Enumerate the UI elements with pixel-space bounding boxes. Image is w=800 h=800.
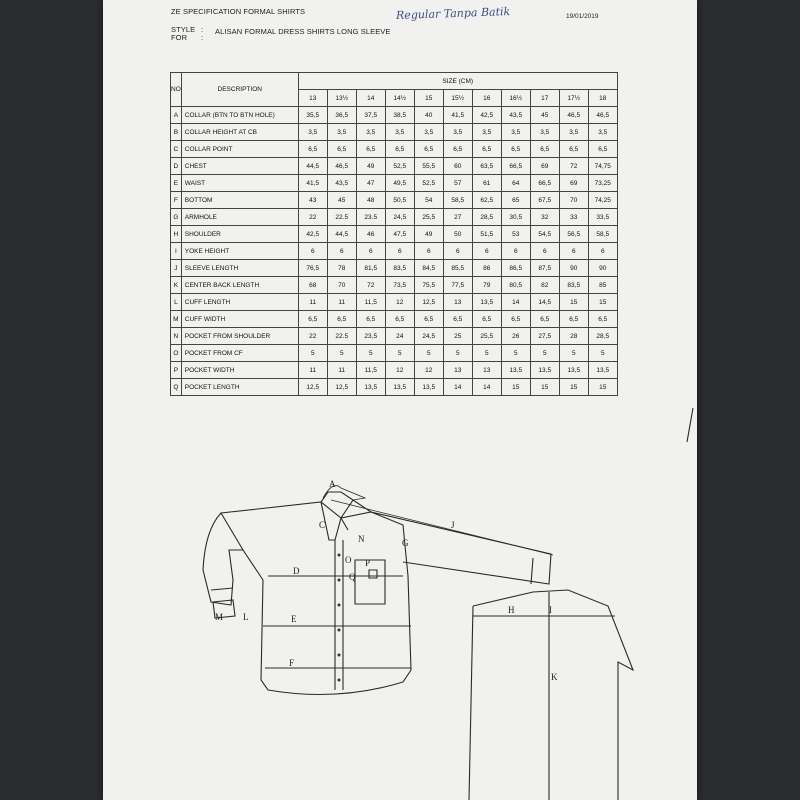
table-cell: 81,5: [356, 260, 385, 277]
row-description: SLEEVE LENGTH: [181, 260, 298, 277]
label-a: A: [329, 479, 336, 489]
table-cell: 73,25: [588, 175, 617, 192]
table-cell: 50,5: [385, 192, 414, 209]
row-description: CHEST: [181, 158, 298, 175]
table-cell: 3,5: [385, 124, 414, 141]
table-cell: 5: [472, 345, 501, 362]
table-cell: 6: [530, 243, 559, 260]
table-cell: 3,5: [530, 124, 559, 141]
table-cell: 58,5: [588, 226, 617, 243]
table-cell: 6,5: [327, 311, 356, 328]
table-cell: 32: [530, 209, 559, 226]
style-label: STYLE: [171, 25, 196, 34]
row-description: COLLAR POINT: [181, 141, 298, 158]
table-row: [171, 328, 618, 345]
table-cell: 6,5: [327, 141, 356, 158]
table-cell: 13,5: [414, 379, 443, 396]
label-q: Q: [349, 572, 356, 582]
table-row: [171, 362, 618, 379]
table-row: [171, 124, 618, 141]
row-description: POCKET LENGTH: [181, 379, 298, 396]
table-cell: 14: [501, 294, 530, 311]
table-cell: 6,5: [530, 141, 559, 158]
table-cell: 6: [501, 243, 530, 260]
table-cell: 49: [356, 158, 385, 175]
table-cell: 6: [298, 243, 327, 260]
table-cell: 78: [327, 260, 356, 277]
table-cell: 28,5: [588, 328, 617, 345]
table-row: [171, 141, 618, 158]
table-cell: 12: [414, 362, 443, 379]
sleeve-length-line: [331, 500, 553, 555]
table-cell: 47: [356, 175, 385, 192]
table-cell: 37,5: [356, 107, 385, 124]
table-cell: 28: [559, 328, 588, 345]
table-cell: 13,5: [588, 362, 617, 379]
table-cell: 15: [501, 379, 530, 396]
table-cell: 13: [472, 362, 501, 379]
row-description: POCKET WIDTH: [181, 362, 298, 379]
table-cell: 70: [559, 192, 588, 209]
table-row: [171, 277, 618, 294]
table-cell: 6,5: [356, 311, 385, 328]
table-cell: 6: [327, 243, 356, 260]
table-cell: 11,5: [356, 294, 385, 311]
table-cell: 5: [298, 345, 327, 362]
table-cell: 46,5: [327, 158, 356, 175]
table-cell: 6,5: [501, 311, 530, 328]
row-description: COLLAR (BTN TO BTN HOLE): [181, 107, 298, 124]
table-cell: 25,5: [414, 209, 443, 226]
table-cell: 33,5: [588, 209, 617, 226]
table-cell: 15: [588, 379, 617, 396]
table-cell: 50: [443, 226, 472, 243]
table-row: [171, 243, 618, 260]
row-no: K: [171, 277, 182, 294]
table-cell: 5: [530, 345, 559, 362]
row-no: L: [171, 294, 182, 311]
label-i: I: [549, 605, 552, 615]
table-cell: 72: [559, 158, 588, 175]
table-cell: 23.5: [356, 209, 385, 226]
table-cell: 82: [530, 277, 559, 294]
table-cell: 56,5: [559, 226, 588, 243]
label-f: F: [289, 658, 295, 668]
row-no: M: [171, 311, 182, 328]
table-cell: 41,5: [443, 107, 472, 124]
table-cell: 69: [530, 158, 559, 175]
size-header: 17½: [559, 90, 588, 107]
table-row: [171, 294, 618, 311]
table-cell: 11,5: [356, 362, 385, 379]
table-cell: 67,5: [530, 192, 559, 209]
table-cell: 22: [298, 328, 327, 345]
table-cell: 30,5: [501, 209, 530, 226]
for-label: FOR: [171, 33, 188, 42]
table-cell: 13,5: [385, 379, 414, 396]
table-cell: 43,5: [327, 175, 356, 192]
table-cell: 25: [443, 328, 472, 345]
table-cell: 15: [559, 294, 588, 311]
row-no: H: [171, 226, 182, 243]
table-cell: 27,5: [530, 328, 559, 345]
table-cell: 83,5: [559, 277, 588, 294]
table-row: [171, 158, 618, 175]
table-cell: 48: [356, 192, 385, 209]
front-body-outline: [221, 502, 411, 695]
table-cell: 6: [356, 243, 385, 260]
size-header: 15½: [443, 90, 472, 107]
table-cell: 84,5: [414, 260, 443, 277]
table-cell: 11: [298, 362, 327, 379]
table-cell: 13,5: [472, 294, 501, 311]
table-cell: 12,5: [298, 379, 327, 396]
table-cell: 53: [501, 226, 530, 243]
table-cell: 15: [530, 379, 559, 396]
table-cell: 52,5: [385, 158, 414, 175]
table-cell: 43,5: [501, 107, 530, 124]
spec-sheet: [103, 0, 697, 800]
table-cell: 79: [472, 277, 501, 294]
table-cell: 15: [559, 379, 588, 396]
table-cell: 25,5: [472, 328, 501, 345]
label-c: C: [319, 520, 326, 530]
table-cell: 6,5: [588, 141, 617, 158]
row-no: I: [171, 243, 182, 260]
table-cell: 41,5: [298, 175, 327, 192]
table-row: [171, 260, 618, 277]
table-cell: 5: [385, 345, 414, 362]
table-cell: 62,5: [472, 192, 501, 209]
shirt-technical-sketch: [103, 380, 697, 800]
table-cell: 5: [414, 345, 443, 362]
table-cell: 6,5: [443, 141, 472, 158]
table-cell: 3,5: [443, 124, 472, 141]
table-cell: 76,5: [298, 260, 327, 277]
row-description: CUFF WIDTH: [181, 311, 298, 328]
row-no: G: [171, 209, 182, 226]
table-row: [171, 107, 618, 124]
table-cell: 75,5: [414, 277, 443, 294]
row-no: P: [171, 362, 182, 379]
size-header: 13: [298, 90, 327, 107]
table-cell: 85: [588, 277, 617, 294]
table-cell: 87,5: [530, 260, 559, 277]
table-cell: 44,5: [327, 226, 356, 243]
right-cuff-seam: [531, 558, 533, 584]
table-cell: 6,5: [298, 311, 327, 328]
table-cell: 66,5: [530, 175, 559, 192]
table-cell: 47,5: [385, 226, 414, 243]
table-cell: 45: [530, 107, 559, 124]
stray-mark: [687, 408, 693, 442]
table-cell: 13,5: [559, 362, 588, 379]
table-cell: 52,5: [414, 175, 443, 192]
size-header: 16½: [501, 90, 530, 107]
table-cell: 22: [298, 209, 327, 226]
size-header: 18: [588, 90, 617, 107]
label-k: K: [551, 672, 558, 682]
table-cell: 5: [356, 345, 385, 362]
table-cell: 6,5: [472, 141, 501, 158]
table-cell: 5: [501, 345, 530, 362]
col-header-description: DESCRIPTION: [181, 73, 298, 107]
table-cell: 6,5: [414, 311, 443, 328]
table-cell: 43: [298, 192, 327, 209]
table-cell: 60: [443, 158, 472, 175]
table-cell: 5: [327, 345, 356, 362]
size-spec-table: [170, 72, 618, 396]
table-cell: 6,5: [443, 311, 472, 328]
table-cell: 3,5: [414, 124, 443, 141]
table-cell: 86,5: [501, 260, 530, 277]
table-cell: 14: [443, 379, 472, 396]
table-cell: 15: [588, 294, 617, 311]
table-cell: 46: [356, 226, 385, 243]
row-description: CENTER BACK LENGTH: [181, 277, 298, 294]
table-cell: 26: [501, 328, 530, 345]
table-cell: 90: [559, 260, 588, 277]
table-cell: 6,5: [588, 311, 617, 328]
table-cell: 42,5: [298, 226, 327, 243]
row-description: SHOULDER: [181, 226, 298, 243]
table-cell: 66,5: [501, 158, 530, 175]
label-p: P: [365, 558, 371, 568]
table-cell: 46,5: [559, 107, 588, 124]
label-j: J: [451, 520, 455, 530]
table-row: [171, 226, 618, 243]
row-no: E: [171, 175, 182, 192]
table-cell: 49: [414, 226, 443, 243]
table-cell: 3,5: [327, 124, 356, 141]
table-cell: 77,5: [443, 277, 472, 294]
table-cell: 3,5: [472, 124, 501, 141]
row-description: WAIST: [181, 175, 298, 192]
table-cell: 54: [414, 192, 443, 209]
style-value: ALISAN FORMAL DRESS SHIRTS LONG SLEEVE: [215, 27, 391, 36]
table-cell: 13,5: [530, 362, 559, 379]
label-n: N: [358, 534, 365, 544]
sheet-title: ZE SPECIFICATION FORMAL SHIRTS: [171, 7, 306, 16]
table-cell: 36,5: [327, 107, 356, 124]
row-description: POCKET FROM CF: [181, 345, 298, 362]
table-row: [171, 345, 618, 362]
table-cell: 12: [385, 362, 414, 379]
table-cell: 6,5: [559, 141, 588, 158]
table-cell: 6,5: [472, 311, 501, 328]
table-cell: 24,5: [385, 209, 414, 226]
table-cell: 6: [385, 243, 414, 260]
table-cell: 27: [443, 209, 472, 226]
table-cell: 35,5: [298, 107, 327, 124]
table-cell: 58,5: [443, 192, 472, 209]
table-cell: 6: [414, 243, 443, 260]
back-body-outline: [469, 590, 633, 800]
table-cell: 22.5: [327, 328, 356, 345]
table-cell: 3,5: [559, 124, 588, 141]
row-description: POCKET FROM SHOULDER: [181, 328, 298, 345]
table-cell: 6,5: [356, 141, 385, 158]
table-cell: 73,5: [385, 277, 414, 294]
table-cell: 5: [588, 345, 617, 362]
table-cell: 33: [559, 209, 588, 226]
size-header: 16: [472, 90, 501, 107]
table-cell: 42,5: [472, 107, 501, 124]
table-cell: 64: [501, 175, 530, 192]
table-cell: 3,5: [356, 124, 385, 141]
label-l: L: [243, 612, 249, 622]
table-cell: 44,5: [298, 158, 327, 175]
table-cell: 83,5: [385, 260, 414, 277]
table-cell: 13,5: [501, 362, 530, 379]
label-h: H: [508, 605, 515, 615]
size-header: 14½: [385, 90, 414, 107]
table-cell: 6,5: [530, 311, 559, 328]
table-cell: 74,25: [588, 192, 617, 209]
label-m: M: [215, 612, 224, 622]
table-row: [171, 311, 618, 328]
label-o: O: [345, 555, 352, 565]
table-cell: 11: [327, 294, 356, 311]
table-cell: 6,5: [385, 141, 414, 158]
table-cell: 6: [559, 243, 588, 260]
table-cell: 6,5: [414, 141, 443, 158]
table-cell: 72: [356, 277, 385, 294]
row-no: A: [171, 107, 182, 124]
table-row: [171, 192, 618, 209]
table-cell: 40: [414, 107, 443, 124]
col-header-no: NO: [171, 73, 182, 107]
label-d: D: [293, 566, 300, 576]
table-row: [171, 175, 618, 192]
table-cell: 57: [443, 175, 472, 192]
table-cell: 38,5: [385, 107, 414, 124]
size-header: 14: [356, 90, 385, 107]
table-cell: 61: [472, 175, 501, 192]
size-header: 13½: [327, 90, 356, 107]
table-cell: 13: [443, 362, 472, 379]
style-colon: :: [201, 25, 204, 34]
size-header: 17: [530, 90, 559, 107]
row-no: N: [171, 328, 182, 345]
row-description: CUFF LENGTH: [181, 294, 298, 311]
row-no: B: [171, 124, 182, 141]
size-header: 15: [414, 90, 443, 107]
table-cell: 63,5: [472, 158, 501, 175]
table-cell: 5: [443, 345, 472, 362]
table-cell: 51,5: [472, 226, 501, 243]
table-cell: 24,5: [414, 328, 443, 345]
table-cell: 6: [443, 243, 472, 260]
table-cell: 13,5: [356, 379, 385, 396]
table-cell: 90: [588, 260, 617, 277]
table-cell: 74,75: [588, 158, 617, 175]
table-cell: 54,5: [530, 226, 559, 243]
table-cell: 13: [443, 294, 472, 311]
label-e: E: [291, 614, 297, 624]
row-no: O: [171, 345, 182, 362]
table-cell: 85,5: [443, 260, 472, 277]
table-cell: 86: [472, 260, 501, 277]
table-cell: 11: [327, 362, 356, 379]
table-cell: 28,5: [472, 209, 501, 226]
table-cell: 55,5: [414, 158, 443, 175]
table-cell: 68: [298, 277, 327, 294]
row-description: BOTTOM: [181, 192, 298, 209]
row-no: Q: [171, 379, 182, 396]
table-cell: 65: [501, 192, 530, 209]
table-cell: 12,5: [327, 379, 356, 396]
table-cell: 3,5: [298, 124, 327, 141]
sheet-date: 19/01/2019: [566, 13, 599, 20]
row-description: COLLAR HEIGHT AT CB: [181, 124, 298, 141]
pocket-flap-mark: [369, 570, 377, 578]
table-cell: 14: [472, 379, 501, 396]
table-cell: 12,5: [414, 294, 443, 311]
handwritten-note: Regular Tanpa Batik: [395, 5, 511, 22]
table-cell: 49,5: [385, 175, 414, 192]
row-description: ARMHOLE: [181, 209, 298, 226]
table-cell: 22.5: [327, 209, 356, 226]
row-no: C: [171, 141, 182, 158]
table-cell: 46,5: [588, 107, 617, 124]
table-cell: 5: [559, 345, 588, 362]
table-cell: 11: [298, 294, 327, 311]
row-no: J: [171, 260, 182, 277]
for-colon: :: [201, 33, 204, 42]
row-no: F: [171, 192, 182, 209]
table-cell: 69: [559, 175, 588, 192]
table-cell: 6,5: [559, 311, 588, 328]
table-cell: 6,5: [298, 141, 327, 158]
table-cell: 6: [588, 243, 617, 260]
label-g: G: [402, 538, 409, 548]
table-cell: 12: [385, 294, 414, 311]
left-sleeve: [203, 513, 243, 605]
table-cell: 24: [385, 328, 414, 345]
row-no: D: [171, 158, 182, 175]
table-cell: 70: [327, 277, 356, 294]
table-cell: 80,5: [501, 277, 530, 294]
table-cell: 6,5: [501, 141, 530, 158]
table-cell: 6: [472, 243, 501, 260]
table-cell: 3,5: [588, 124, 617, 141]
table-row: [171, 209, 618, 226]
table-cell: 6,5: [385, 311, 414, 328]
col-header-size: SIZE (CM): [298, 73, 617, 90]
table-cell: 3,5: [501, 124, 530, 141]
table-cell: 23,5: [356, 328, 385, 345]
row-description: YOKE HEIGHT: [181, 243, 298, 260]
table-cell: 45: [327, 192, 356, 209]
table-cell: 14,5: [530, 294, 559, 311]
